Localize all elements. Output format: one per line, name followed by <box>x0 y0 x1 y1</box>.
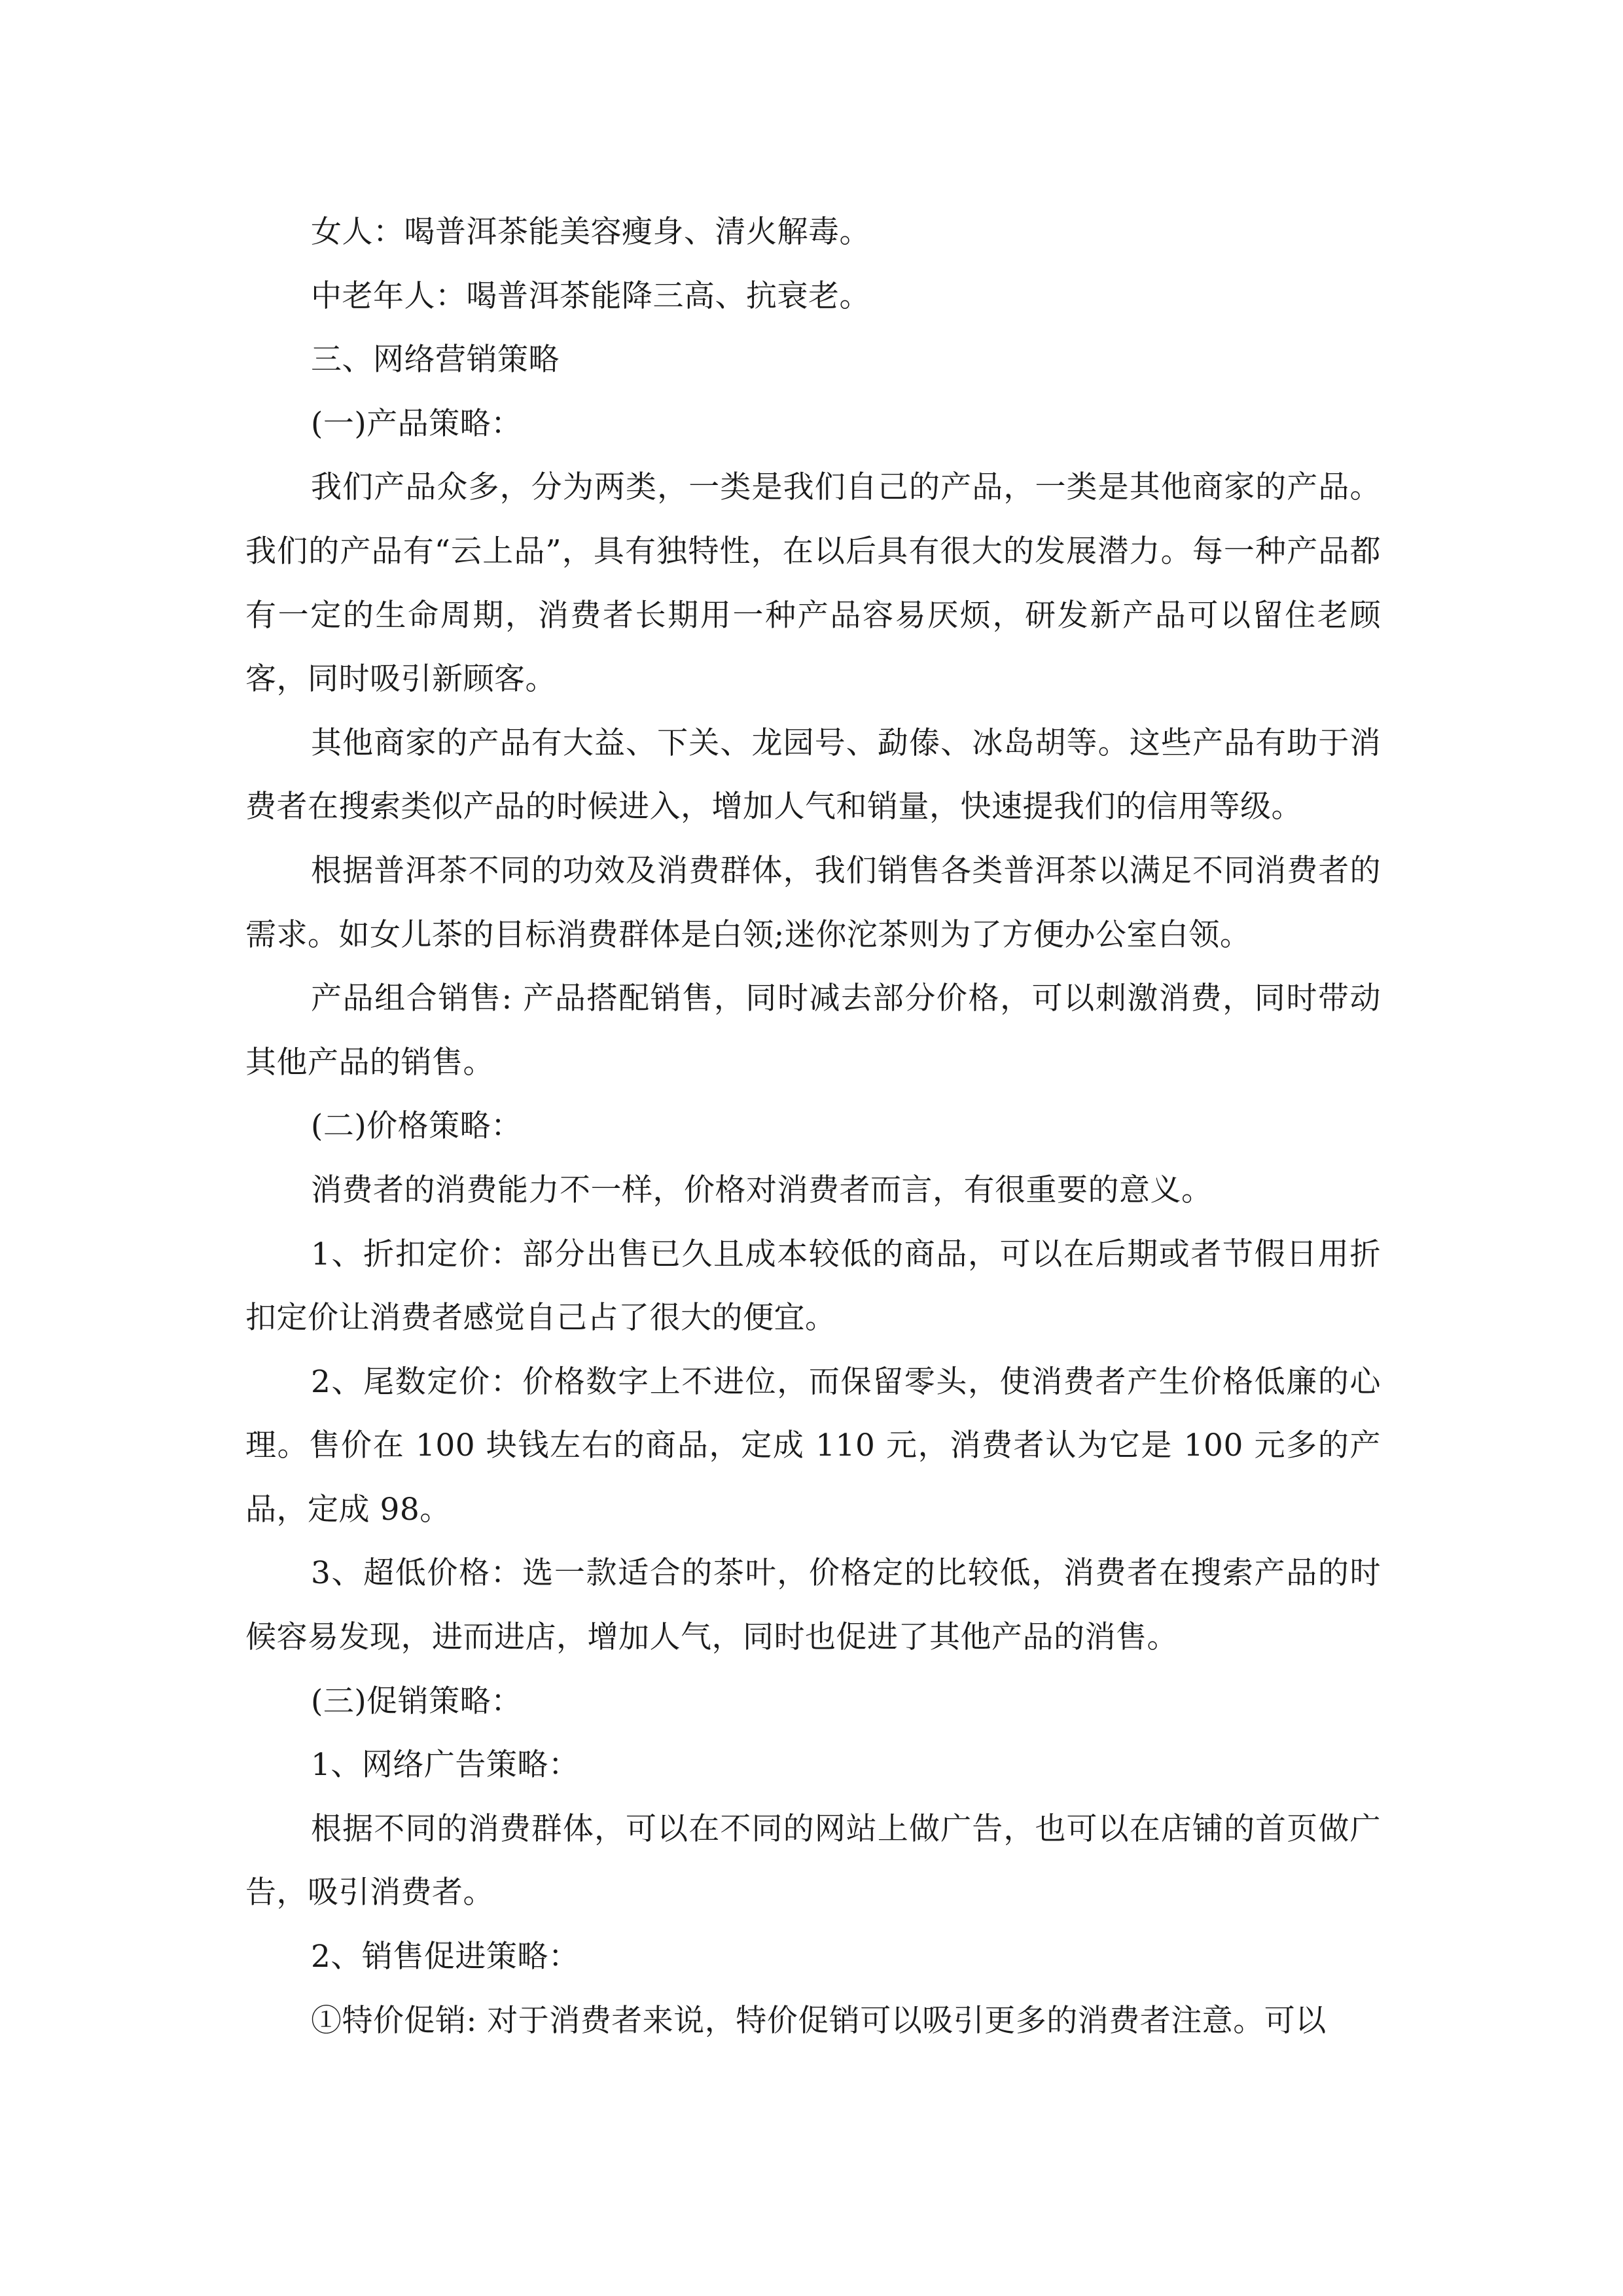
list-item-heading: 2、销售促进策略： <box>311 1939 580 1975</box>
subsection-heading: (三)促销策略： <box>311 1683 522 1719</box>
document-body <box>245 200 1381 2053</box>
subsection-heading: (二)价格策略： <box>311 1108 522 1145</box>
paragraph: ①特价促销: 对于消费者来说，特价促销可以吸引更多的消费者注意。可以 <box>311 2002 1327 2039</box>
list-item: 1、折扣定价：部分出售已久且成本较低的商品，可以在后期或者节假日用折扣定价让消费者感觉自己占了很大的便宜。 <box>245 1236 1381 1336</box>
paragraph: 根据不同的消费群体，可以在不同的网站上做广告，也可以在店铺的首页做广告，吸引消费者。 <box>245 1810 1381 1911</box>
paragraph: 消费者的消费能力不一样，价格对消费者而言，有很重要的意义。 <box>311 1172 1213 1208</box>
paragraph-elderly: 中老年人：喝普洱茶能降三高、抗衰老。 <box>311 278 870 314</box>
paragraph: 我们产品众多，分为两类，一类是我们自己的产品，一类是其他商家的产品。我们的产品有“云上品”，具有独特性，在以后具有很大的发展潜力。每一种产品都有一定的生命周期，消费者长期用一种产品容易厌烦，研发新产品可以留住老顾客，同时吸引新顾客。 <box>245 469 1381 698</box>
list-item: 3、超低价格：选一款适合的茶叶，价格定的比较低，消费者在搜索产品的时候容易发现，进而进店，增加人气，同时也促进了其他产品的消售。 <box>245 1555 1381 1656</box>
list-item: 2、尾数定价：价格数字上不进位，而保留零头，使消费者产生价格低廉的心理。售价在 100 块钱左右的商品，定成 110 元，消费者认为它是 100 元多的产品，定成 98。 <box>245 1363 1381 1528</box>
paragraph-women: 女人：喝普洱茶能美容瘦身、清火解毒。 <box>311 214 870 250</box>
paragraph: 根据普洱茶不同的功效及消费群体，我们销售各类普洱茶以满足不同消费者的需求。如女儿茶的目标消费群体是白领;迷你沱茶则为了方便办公室白领。 <box>245 852 1381 953</box>
paragraph: 产品组合销售: 产品搭配销售，同时减去部分价格，可以刺激消费，同时带动其他产品的销售。 <box>245 980 1381 1081</box>
subsection-heading: (一)产品策略： <box>311 405 522 442</box>
section-heading: 三、网络营销策略 <box>311 342 560 378</box>
list-item-heading: 1、网络广告策略： <box>311 1747 580 1784</box>
paragraph: 其他商家的产品有大益、下关、龙园号、勐傣、冰岛胡等。这些产品有助于消费者在搜索类似产品的时候进入，增加人气和销量，快速提我们的信用等级。 <box>245 725 1381 825</box>
